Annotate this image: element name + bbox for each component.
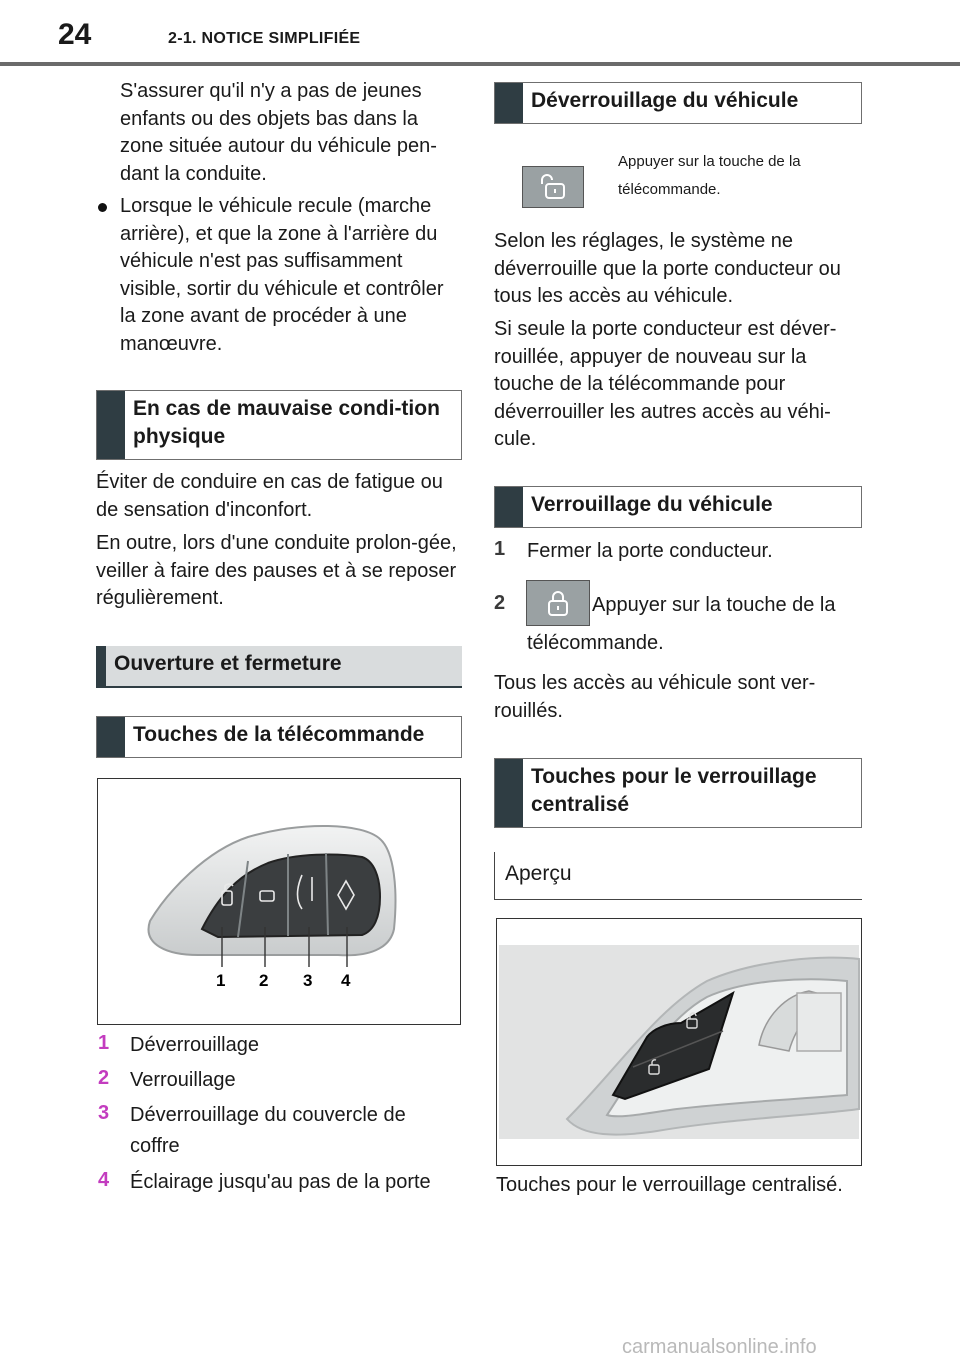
chapter-title: 2-1. NOTICE SIMPLIFIÉE <box>168 30 361 47</box>
list-item <box>98 1030 462 1064</box>
figure-caption-central: Touches pour le verrouillage centralisé. <box>496 1174 843 1196</box>
physical-paragraph-2: En outre, lors d'une conduite prolon-gée, veiller à faire des pauses et à se reposer régulièrement. <box>96 532 457 609</box>
item-number: 1 <box>98 1032 110 1054</box>
unlock-paragraph-2: Si seule la porte conducteur est déver-rouillée, appuyer de nouveau sur la touche de la télécommande pour déverrouiller les autres accès au véhi-cule. <box>494 318 837 450</box>
bullet-item <box>120 193 460 358</box>
figure-label-1: 1 <box>216 971 226 990</box>
figure-label-2: 2 <box>259 971 269 990</box>
intro-paragraph: S'assurer qu'il n'y a pas de jeunes enfants ou des objets bas dans la zone située autour du véhicule pen-dant la conduite. <box>120 80 437 185</box>
key-fob-illustration <box>98 779 460 1024</box>
heading-unlock-vehicle <box>494 82 862 124</box>
subheading-apercu: Aperçu <box>494 852 862 900</box>
door-panel-figure <box>496 918 862 1166</box>
list-item <box>98 1167 462 1201</box>
heading-text: Verrouillage du véhicule <box>531 493 773 516</box>
heading-central-locking <box>494 758 862 828</box>
heading-text: Ouverture et fermeture <box>114 652 342 675</box>
heading-remote-keys <box>96 716 462 758</box>
item-number: 2 <box>98 1067 110 1089</box>
watermark: carmanualsonline.info <box>622 1336 817 1358</box>
heading-text: Déverrouillage du véhicule <box>531 89 799 112</box>
heading-text: Touches de la télécommande <box>133 723 425 746</box>
item-text: Déverrouillage <box>130 1034 259 1056</box>
heading-bar <box>97 717 125 757</box>
lock-key-button <box>526 580 590 626</box>
heading-bar <box>495 487 523 527</box>
heading-bar <box>97 391 125 459</box>
heading-text: En cas de mauvaise condi-tion physique <box>133 397 440 448</box>
step-number: 2 <box>494 592 506 614</box>
bullet-dot <box>98 203 107 212</box>
heading-text: Touches pour le verrouillage centralisé <box>531 765 817 816</box>
item-text: Déverrouillage du couvercle de coffre <box>130 1104 406 1157</box>
heading-bar <box>495 83 523 123</box>
unlock-key-button <box>522 166 584 208</box>
unlock-icon <box>537 173 569 201</box>
figure-label-4: 4 <box>341 971 351 990</box>
heading-open-close <box>96 646 462 688</box>
figure-label-3: 3 <box>303 971 313 990</box>
item-text: Éclairage jusqu'au pas de la porte <box>130 1171 431 1193</box>
header-rule <box>0 62 960 66</box>
lock-result: Tous les accès au véhicule sont ver-rouillés. <box>494 672 816 722</box>
step-text-b: télécommande. <box>527 632 664 654</box>
lock-step-2 <box>494 580 862 660</box>
heading-physical-condition <box>96 390 462 460</box>
heading-bar <box>96 646 106 686</box>
unlock-icon-caption: Appuyer sur la touche de la télécommande. <box>618 153 801 198</box>
step-number: 1 <box>494 538 506 560</box>
item-text: Verrouillage <box>130 1069 236 1091</box>
key-fob-figure <box>97 778 461 1025</box>
heading-bar <box>495 759 523 827</box>
door-panel-illustration <box>497 919 861 1165</box>
list-item <box>98 1100 462 1166</box>
heading-lock-vehicle <box>494 486 862 528</box>
unlock-paragraph-1: Selon les réglages, le système ne déverrouille que la porte conducteur ou tous les accès au véhicule. <box>494 230 841 307</box>
step-text-a: Appuyer sur la touche de la <box>592 594 836 616</box>
page-number: 24 <box>58 18 92 51</box>
remote-keys-list <box>98 1030 462 1230</box>
physical-paragraph-1: Éviter de conduire en cas de fatigue ou de sensation d'inconfort. <box>96 471 443 521</box>
step-text: Fermer la porte conducteur. <box>527 540 773 562</box>
item-number: 4 <box>98 1169 110 1191</box>
item-number: 3 <box>98 1102 110 1124</box>
bullet-text: Lorsque le véhicule recule (marche arrière), et que la zone à l'arrière du véhicule n'est pas suffisamment visible, sortir du véhicule et contrôler la zone avant de procéder à une manœuvre. <box>120 195 444 355</box>
list-item <box>98 1065 462 1099</box>
lock-step-1 <box>494 538 862 568</box>
lock-icon <box>544 588 572 618</box>
